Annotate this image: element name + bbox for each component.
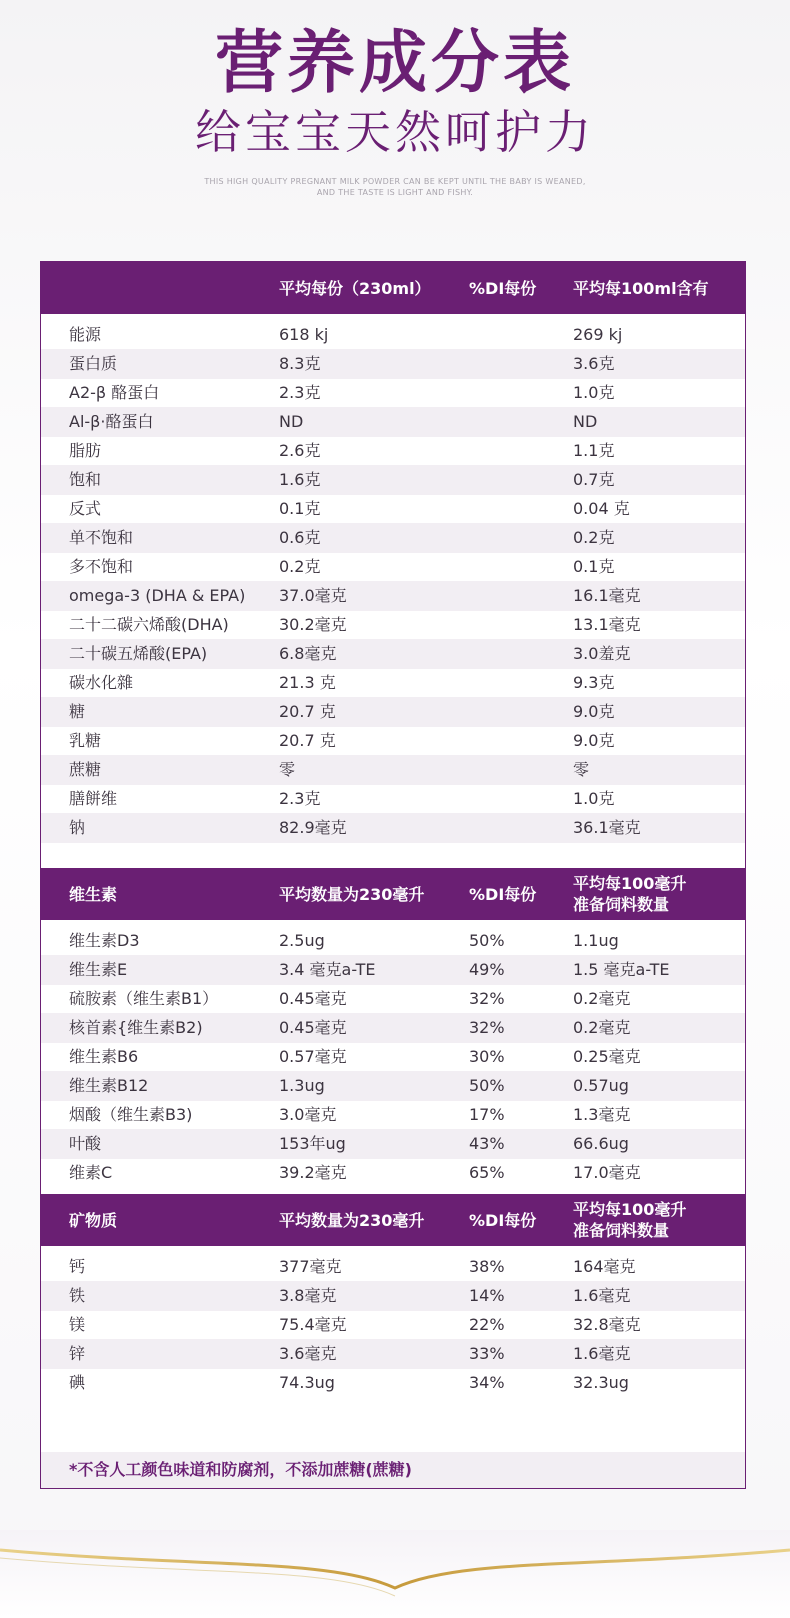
row-per-100: 3.6克: [573, 354, 615, 373]
row-name: 叶酸: [69, 1134, 102, 1153]
row-per-serving: 30.2毫克: [279, 615, 347, 634]
table-row: [41, 1252, 745, 1282]
row-per-serving: 2.3克: [279, 789, 321, 808]
vitamins-header-col-4: [573, 868, 686, 920]
row-per-serving: 6.8毫克: [279, 644, 337, 663]
nutrition-table: [40, 261, 746, 1489]
row-name: 蛋白质: [69, 354, 118, 373]
table-row: [41, 668, 745, 698]
hero-header: [0, 0, 790, 240]
row-di-percent: 14%: [469, 1286, 505, 1305]
table-row: [41, 1042, 745, 1072]
row-name: 脂肪: [69, 441, 102, 460]
table-row: [41, 552, 745, 582]
row-name: 碳水化雜: [69, 673, 134, 692]
table-row: [41, 697, 745, 727]
row-name: 锌: [69, 1344, 86, 1363]
row-name: 维生素B6: [69, 1047, 139, 1066]
row-name: 维生素D3: [69, 931, 140, 950]
row-per-100: 3.0羞克: [573, 644, 631, 663]
nutrition-header-col-3: %DI每份: [469, 278, 537, 298]
row-per-serving: 2.6克: [279, 441, 321, 460]
row-per-100: 32.8毫克: [573, 1315, 641, 1334]
minerals-header-col-3: %DI每份: [469, 1210, 537, 1230]
row-name: 钠: [69, 818, 86, 837]
table-row: [41, 639, 745, 669]
row-name: 乳糖: [69, 731, 102, 750]
row-per-100: 13.1毫克: [573, 615, 641, 634]
row-name: 单不饱和: [69, 528, 134, 547]
row-per-serving: 20.7 克: [279, 731, 336, 750]
minerals-header-row: [41, 1194, 745, 1246]
row-di-percent: 43%: [469, 1134, 505, 1153]
table-row: [41, 1013, 745, 1043]
row-per-100: 1.1ug: [573, 931, 619, 950]
row-per-serving: 377毫克: [279, 1257, 342, 1276]
row-name: omega-3 (DHA & EPA): [69, 586, 246, 605]
row-di-percent: 17%: [469, 1105, 505, 1124]
table-row: [41, 1281, 745, 1311]
row-per-100: 17.0毫克: [573, 1163, 641, 1182]
row-per-serving: 0.2克: [279, 557, 321, 576]
row-di-percent: 33%: [469, 1344, 505, 1363]
row-di-percent: 30%: [469, 1047, 505, 1066]
gold-ribbon-icon: [0, 1530, 790, 1618]
row-per-100: 0.57ug: [573, 1076, 629, 1095]
row-name: 反式: [69, 499, 102, 518]
row-per-serving: ND: [279, 412, 304, 431]
table-row: [41, 436, 745, 466]
row-di-percent: 32%: [469, 989, 505, 1008]
minerals-header-col-2: 平均数量为230毫升: [279, 1210, 425, 1230]
row-per-100: 9.3克: [573, 673, 615, 692]
row-per-100: 1.5 毫克a-TE: [573, 960, 670, 979]
row-per-100: 9.0克: [573, 702, 615, 721]
english-tagline-line-2: AND THE TASTE IS LIGHT AND FISHY.: [316, 188, 474, 197]
row-per-serving: 8.3克: [279, 354, 321, 373]
row-name: 蔗糖: [69, 760, 102, 779]
row-di-percent: 65%: [469, 1163, 505, 1182]
nutrition-header-col-2: 平均每份（230ml）: [279, 278, 431, 298]
row-name: 硫胺素（维生素B1）: [69, 989, 219, 1008]
row-name: 二十碳五烯酸(EPA): [69, 644, 208, 663]
row-name: 铁: [69, 1286, 86, 1305]
table-row: [41, 1368, 745, 1398]
row-per-100: 1.0克: [573, 789, 615, 808]
row-name: Al-β·酪蛋白: [69, 412, 154, 431]
table-row: [41, 784, 745, 814]
table-row: [41, 349, 745, 379]
row-name: 核首素{维生素B2): [69, 1018, 203, 1037]
vitamins-header-row: [41, 868, 745, 920]
row-name: 维生素E: [69, 960, 128, 979]
page-subtitle: 给宝宝天然呵护力: [195, 105, 595, 159]
row-di-percent: 49%: [469, 960, 505, 979]
vitamins-header-col-1: 维生素: [69, 884, 118, 904]
row-name: 维素C: [69, 1163, 113, 1182]
row-di-percent: 38%: [469, 1257, 505, 1276]
table-row: [41, 1100, 745, 1130]
table-row: [41, 926, 745, 956]
row-per-100: 32.3ug: [573, 1373, 629, 1392]
minerals-header-col-4-line-1: 平均每100毫升: [573, 1200, 687, 1219]
row-per-100: ND: [573, 412, 598, 431]
table-row: [41, 465, 745, 495]
row-per-serving: 82.9毫克: [279, 818, 347, 837]
row-name: 能源: [69, 325, 102, 344]
row-per-serving: 618 kj: [279, 325, 329, 344]
row-per-100: 0.2毫克: [573, 989, 631, 1008]
row-name: 烟酸（维生素B3): [69, 1105, 193, 1124]
table-row: [41, 581, 745, 611]
decorative-gold-ribbon: [0, 1530, 790, 1618]
table-row: [41, 955, 745, 985]
table-row: [41, 320, 745, 350]
row-per-serving: 零: [279, 760, 296, 779]
row-per-100: 1.6毫克: [573, 1344, 631, 1363]
row-per-serving: 0.6克: [279, 528, 321, 547]
row-per-100: 0.04 克: [573, 499, 630, 518]
row-per-serving: 75.4毫克: [279, 1315, 347, 1334]
row-per-serving: 2.3克: [279, 383, 321, 402]
table-row: [41, 813, 745, 843]
row-name: 碘: [69, 1373, 86, 1392]
vitamins-header-col-2: 平均数量为230毫升: [279, 884, 425, 904]
table-row: [41, 755, 745, 785]
page-title: 营养成分表: [214, 24, 575, 103]
row-per-100: 0.7克: [573, 470, 615, 489]
english-tagline-line-1: THIS HIGH QUALITY PREGNANT MILK POWDER CAN BE KEPT UNTIL THE BABY IS WEANED,: [204, 177, 586, 186]
row-per-serving: 3.8毫克: [279, 1286, 337, 1305]
row-name: 钙: [69, 1257, 86, 1276]
row-per-100: 0.2克: [573, 528, 615, 547]
row-per-100: 0.2毫克: [573, 1018, 631, 1037]
table-row: [41, 1310, 745, 1340]
table-row: [41, 1129, 745, 1159]
row-per-serving: 0.1克: [279, 499, 321, 518]
row-per-100: 0.1克: [573, 557, 615, 576]
row-per-100: 36.1毫克: [573, 818, 641, 837]
nutrition-header-col-4: 平均每100ml含有: [573, 278, 709, 298]
row-per-100: 0.25毫克: [573, 1047, 641, 1066]
row-name: 多不饱和: [69, 557, 134, 576]
row-per-serving: 1.3ug: [279, 1076, 325, 1095]
row-per-100: 9.0克: [573, 731, 615, 750]
table-row: [41, 1339, 745, 1369]
row-name: A2-β 酪蛋白: [69, 383, 160, 402]
row-per-serving: 3.0毫克: [279, 1105, 337, 1124]
row-per-100: 1.3毫克: [573, 1105, 631, 1124]
row-di-percent: 32%: [469, 1018, 505, 1037]
row-per-serving: 39.2毫克: [279, 1163, 347, 1182]
table-row: [41, 1158, 745, 1188]
row-per-100: 164毫克: [573, 1257, 636, 1276]
row-di-percent: 22%: [469, 1315, 505, 1334]
row-per-serving: 153年ug: [279, 1134, 346, 1153]
table-row: [41, 984, 745, 1014]
row-per-serving: 0.45毫克: [279, 989, 347, 1008]
row-per-serving: 74.3ug: [279, 1373, 335, 1392]
table-row: [41, 610, 745, 640]
table-row: [41, 494, 745, 524]
row-di-percent: 50%: [469, 931, 505, 950]
row-per-100: 1.1克: [573, 441, 615, 460]
table-row: [41, 523, 745, 553]
vitamins-header-col-4-line-1: 平均每100毫升: [573, 874, 687, 893]
footnote: *不含人工颜色味道和防腐剂，不添加蔗糖(蔗糖): [41, 1452, 745, 1488]
row-per-serving: 0.57毫克: [279, 1047, 347, 1066]
minerals-header-col-4: [573, 1194, 686, 1246]
row-di-percent: 50%: [469, 1076, 505, 1095]
row-per-100: 1.0克: [573, 383, 615, 402]
row-per-100: 269 kj: [573, 325, 623, 344]
row-name: 二十二碳六烯酸(DHA): [69, 615, 229, 634]
row-per-serving: 3.4 毫克a-TE: [279, 960, 376, 979]
row-name: 饱和: [69, 470, 102, 489]
english-tagline: [0, 176, 790, 198]
row-di-percent: 34%: [469, 1373, 505, 1392]
vitamins-header-col-3: %DI每份: [469, 884, 537, 904]
minerals-header-col-1: 矿物质: [69, 1210, 118, 1230]
row-per-serving: 21.3 克: [279, 673, 336, 692]
row-per-serving: 3.6毫克: [279, 1344, 337, 1363]
table-row: [41, 407, 745, 437]
row-per-serving: 37.0毫克: [279, 586, 347, 605]
row-name: 维生素B12: [69, 1076, 149, 1095]
vitamins-header-col-4-line-2: 准备饲料数量: [573, 895, 670, 914]
row-name: 糖: [69, 702, 86, 721]
table-row: [41, 1071, 745, 1101]
row-per-serving: 0.45毫克: [279, 1018, 347, 1037]
minerals-header-col-4-line-2: 准备饲料数量: [573, 1221, 670, 1240]
row-name: 镁: [69, 1315, 86, 1334]
row-per-100: 1.6毫克: [573, 1286, 631, 1305]
row-name: 膳餅维: [69, 789, 118, 808]
table-row: [41, 726, 745, 756]
row-per-100: 66.6ug: [573, 1134, 629, 1153]
row-per-100: 16.1毫克: [573, 586, 641, 605]
table-row: [41, 378, 745, 408]
row-per-serving: 2.5ug: [279, 931, 325, 950]
row-per-serving: 20.7 克: [279, 702, 336, 721]
nutrition-header-row: [41, 262, 745, 314]
row-per-100: 零: [573, 760, 590, 779]
row-per-serving: 1.6克: [279, 470, 321, 489]
